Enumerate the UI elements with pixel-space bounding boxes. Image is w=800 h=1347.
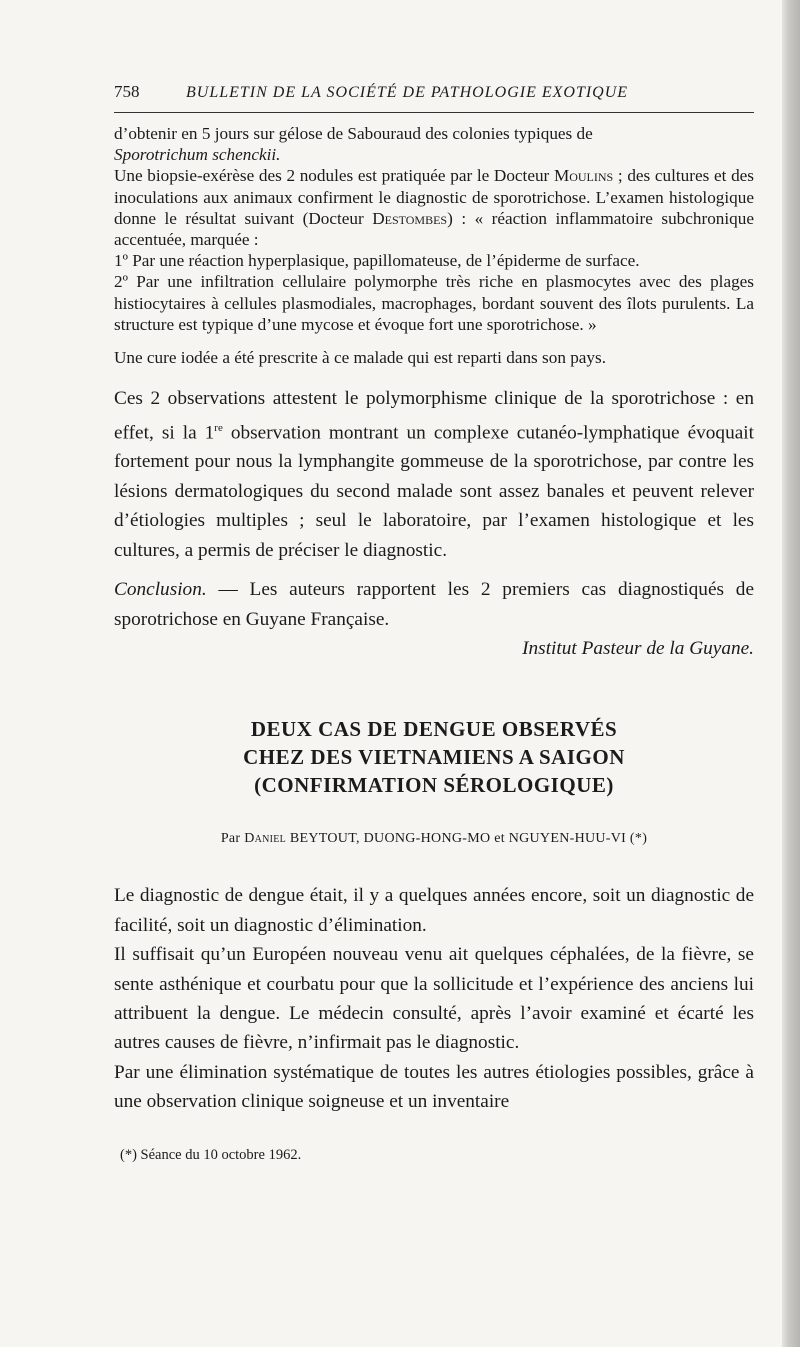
- institution-signature: Institut Pasteur de la Guyane.: [522, 637, 754, 659]
- conclusion-paragraph: Conclusion. — Les auteurs rapportent les 2 premiers cas diagnostiqués de sporotrichose en Guyane Française.: [114, 579, 754, 630]
- species-name: Sporotrichum schenckii.: [114, 145, 281, 165]
- discussion-section: [114, 384, 754, 663]
- footnote: (*) Séance du 10 octobre 1962.: [120, 1146, 302, 1163]
- article-title: DEUX CAS DE DENGUE OBSERVÉS CHEZ DES VIETNAMIENS A SAIGON (CONFIRMATION SÉROLOGIQUE): [243, 717, 625, 798]
- doctor-name: Moulins: [553, 166, 614, 186]
- discussion-paragraph: Ces 2 observations attestent le polymorphisme clinique de la sporotrichose : en effet, si la 1re observation montrant un complexe cutanéo-lymphatique évoquait fortement pour nous la lymphangite gommeuse de la sporotrichose, par contre les lésions dermatologiques du second malade sont assez banales et peuvent relever d’étiologies multiples ; seul le laboratoire, par l’examen histologique et les cultures, a permis de préciser le diagnostic.: [114, 388, 754, 561]
- obs-paragraph-1: d’obtenir en 5 jours sur gélose de Sabouraud des colonies typiques de Sporotrichum schenckii.: [114, 124, 593, 165]
- obs-paragraph-5: Une cure iodée a été prescrite à ce malade qui est reparti dans son pays.: [114, 348, 607, 368]
- article-paragraph-2: Il suffisait qu’un Européen nouveau venu ait quelques céphalées, de la fièvre, se sente asthénique et courbatu pour que la sollicitude et l’expérience des anciens lui attribuent la dengue. Le médecin consulté, après l’avoir examiné et écarté les autres causes de fièvre, n’infirmait pas le diagnostic.: [114, 944, 754, 1054]
- observation-section: [114, 123, 754, 368]
- page-number: 758: [114, 82, 140, 101]
- doctor-name: Destombes: [372, 208, 448, 228]
- journal-title: BULLETIN DE LA SOCIÉTÉ DE PATHOLOGIE EXOTIQUE: [186, 84, 629, 101]
- page-edge: [782, 0, 800, 1347]
- article-body: [114, 881, 754, 1116]
- conclusion-label: Conclusion.: [114, 579, 207, 601]
- obs-paragraph-4: 2º Par une infiltration cellulaire polymorphe très riche en plasmocytes avec des plages histiocytaires à cellules plasmodiales, macrophages, bordant souvent des îlots purulents. La structure est typique d’une mycose et évoque fort une sporotrichose. »: [114, 272, 754, 334]
- page-content: [114, 82, 754, 1164]
- obs-paragraph-3: 1º Par une réaction hyperplasique, papillomateuse, de l’épiderme de surface.: [114, 251, 640, 271]
- author-byline: Par Daniel BEYTOUT, DUONG-HONG-MO et NGUYEN-HUU-VI (*): [220, 831, 648, 847]
- running-head: [114, 82, 754, 113]
- obs-paragraph-2: Une biopsie-exérèse des 2 nodules est pratiquée par le Docteur Moulins ; des cultures et des inoculations aux animaux confirment le diagnostic de sporotrichose. L’examen histologique donne le résultat suivant (Docteur Destombes) : « réaction inflammatoire subchronique accentuée, marquée :: [114, 166, 754, 250]
- article-paragraph-3: Par une élimination systématique de toutes les autres étiologies possibles, grâce à une observation clinique soigneuse et un inventaire: [114, 1061, 754, 1113]
- article-paragraph-1: Le diagnostic de dengue était, il y a quelques années encore, soit un diagnostic de facilité, soit un diagnostic d’élimination.: [114, 885, 754, 936]
